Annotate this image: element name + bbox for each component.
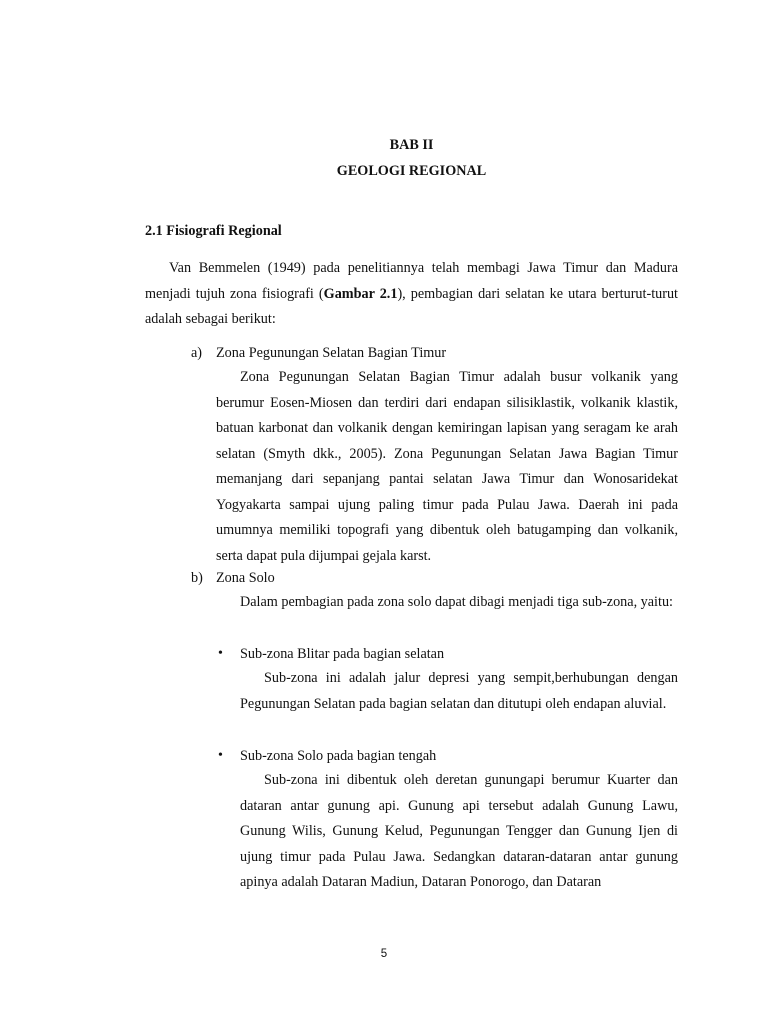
chapter-title: GEOLOGI REGIONAL (336, 163, 487, 179)
subzone-2-bullet: • (218, 748, 223, 763)
chapter-number: BAB II (389, 137, 434, 153)
subzone-1-paragraph: Sub-zona ini adalah jalur depresi yang sempit,berhubungan dengan Pegunungan Selatan pada bagian selatan dan ditutupi oleh endapan aluvial. (240, 670, 678, 712)
figure-reference: Gambar 2.1 (323, 285, 398, 302)
subzone-1-title: Sub-zona Blitar pada bagian selatan (240, 646, 445, 662)
page-number: 5 (380, 948, 388, 960)
zone-a-paragraph: Zona Pegunungan Selatan Bagian Timur adalah busur volkanik yang berumur Eosen-Miosen dan terdiri dari endapan silisiklastik, volkanik klastik, batuan karbonat dan volkanik dengan kemiringan lapisan yang seragam ke arah selatan (Smyth dkk., 2005). Zona Pegunungan Selatan Jawa Bagian Timur memanjang dari sepanjang pantai selatan Jawa Timur dan Wonosaridekat Yogyakarta sampai ujung paling timur pada Pulau Jawa. Daerah ini pada umumnya memiliki topografi yang dibentuk oleh batugamping dan volkanik, serta dapat pula dijumpai gejala karst. (216, 369, 678, 564)
zone-b-title: Zona Solo (216, 570, 275, 586)
zone-b-paragraph: Dalam pembagian pada zona solo dapat dibagi menjadi tiga sub-zona, yaitu: (240, 594, 673, 610)
subzone-2-title: Sub-zona Solo pada bagian tengah (240, 748, 437, 764)
intro-text-before: Van Bemmelen (1949) pada penelitiannya telah membagi Jawa Timur dan Madura menjadi tujuh zona fisiografi ( (145, 260, 678, 302)
zone-b-marker: b) (191, 570, 203, 586)
intro-paragraph (145, 256, 678, 333)
zone-a-title: Zona Pegunungan Selatan Bagian Timur (216, 345, 447, 361)
intro-text-after: ), pembagian dari selatan ke utara berturut-turut adalah sebagai berikut: (145, 285, 678, 327)
subzone-1-bullet: • (218, 646, 223, 661)
zone-a-marker: a) (191, 345, 203, 361)
subzone-2-paragraph: Sub-zona ini dibentuk oleh deretan gunungapi berumur Kuarter dan dataran antar gunung api. Gunung api tersebut adalah Gunung Lawu, Gunung Wilis, Gunung Kelud, Pegunungan Tengger dan Gunung Ijen di ujung timur pada Pulau Jawa. Sedangkan dataran-dataran antar gunung apinya adalah Dataran Madiun, Dataran Ponorogo, dan Dataran (240, 772, 678, 890)
section-heading: 2.1 Fisiografi Regional (145, 223, 282, 239)
